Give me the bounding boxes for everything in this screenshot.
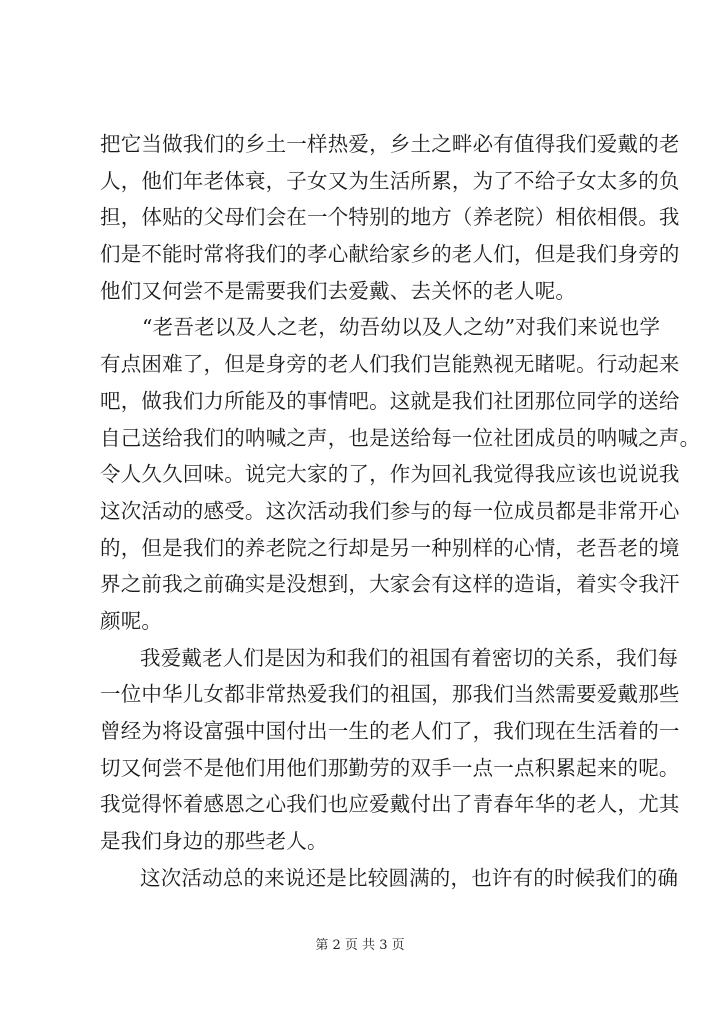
text-line: 人，他们年老体衰，子女又为生活所累，为了不给子女太多的负 (100, 168, 680, 193)
text-line: 把它当做我们的乡土一样热爱，乡土之畔必有值得我们爱戴的老 (100, 132, 680, 156)
document-body (100, 126, 701, 896)
text-line: 这次活动总的来说还是比较圆满的，也许有的时候我们的确 (140, 865, 679, 890)
text-line: 一位中华儿女都非常热爱我们的祖国，那我们当然需要爱戴那些 (100, 682, 680, 707)
text-line: 切又何尝不是他们用他们那勤劳的双手一点一点积累起来的呢。 (100, 755, 680, 780)
text-line: 他们又何尝不是需要我们去爱戴、去关怀的老人呢。 (100, 278, 577, 303)
text-line: 担，体贴的父母们会在一个特别的地方（养老院）相依相偎。我 (100, 205, 680, 230)
text-line: 的，但是我们的养老院之行却是另一种别样的心情，老吾老的境 (100, 535, 680, 560)
text-line: 颜呢。 (100, 608, 163, 633)
text-line: 我爱戴老人们是因为和我们的祖国有着密切的关系，我们每 (140, 645, 679, 670)
text-line: “老吾老以及人之老，幼吾幼以及人之幼”对我们来说也学 (142, 315, 661, 340)
text-line: 自己送给我们的呐喊之声，也是送给每一位社团成员的呐喊之声。 (100, 425, 701, 450)
page-number: 第 2 页 共 3 页 (315, 938, 405, 953)
text-line: 我觉得怀着感恩之心我们也应爱戴付出了青春年华的老人，尤其 (100, 792, 680, 817)
text-line: 有点困难了，但是身旁的老人们我们岂能熟视无睹呢。行动起来 (100, 352, 680, 377)
text-line: 这次活动的感受。这次活动我们参与的每一位成员都是非常开心 (100, 498, 680, 523)
text-line: 们是不能时常将我们的孝心献给家乡的老人们，但是我们身旁的 (100, 242, 680, 267)
text-line: 曾经为将设富强中国付出一生的老人们了，我们现在生活着的一 (100, 719, 680, 743)
text-line: 是我们身边的那些老人。 (100, 829, 328, 854)
text-line: 令人久久回味。说完大家的了，作为回礼我觉得我应该也说说我 (100, 462, 680, 487)
text-line: 吧，做我们力所能及的事情吧。这就是我们社团那位同学的送给 (100, 388, 680, 413)
text-line: 界之前我之前确实是没想到，大家会有这样的造诣，着实令我汗 (100, 572, 680, 597)
